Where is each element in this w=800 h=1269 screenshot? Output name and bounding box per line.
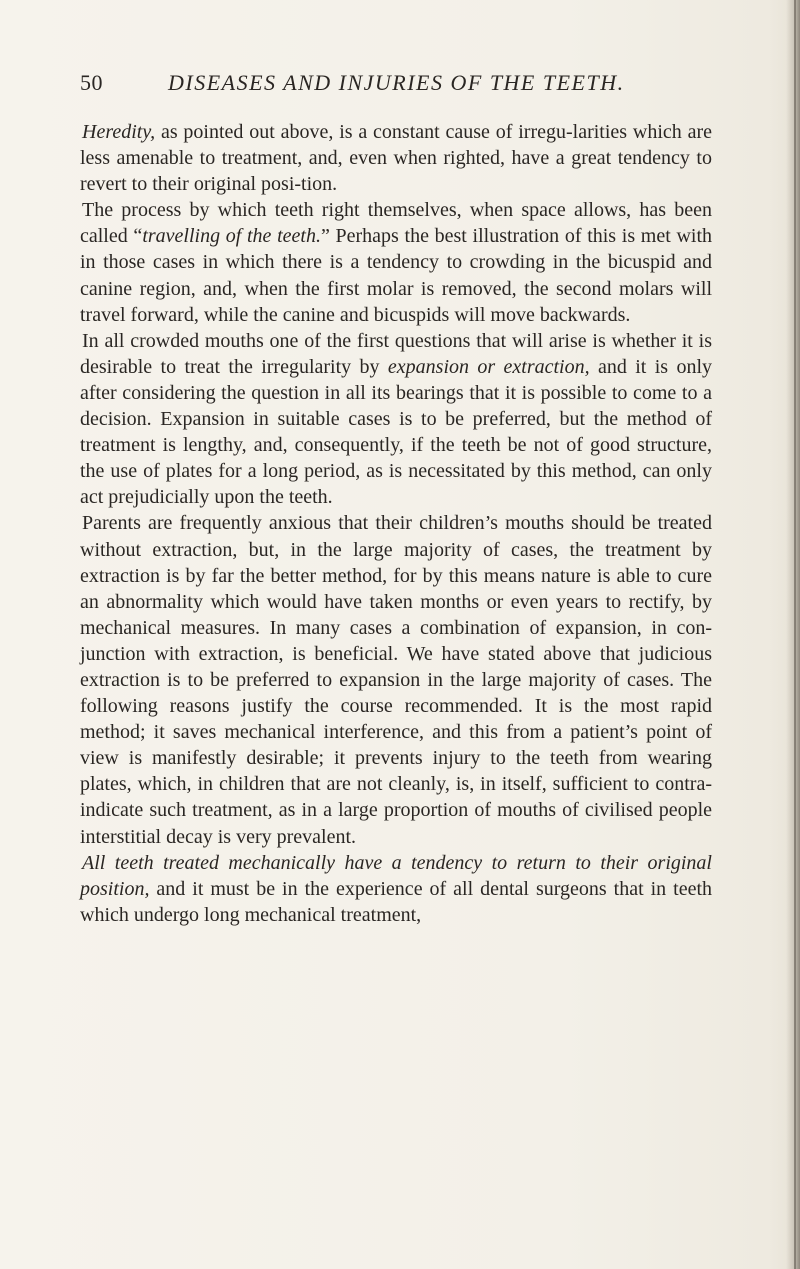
page-number: 50	[80, 70, 103, 95]
paragraph-text: In all crowded mouths one of the first questions that will arise is whether it is desirable to treat the irregularity by	[80, 329, 712, 378]
paragraph-text: as pointed out above, is a constant cause of irregu-larities which are less amenable to treatment, and, even when righted, have a great tendency to revert to their original posi-tion.	[80, 121, 712, 196]
paragraph-text-italic: Heredity,	[82, 121, 156, 143]
running-head	[80, 70, 730, 102]
paragraph-heredity	[80, 119, 712, 197]
paragraph-text-italic: travelling of the teeth.	[142, 225, 321, 248]
paragraph-text: The process by which teeth right themselves, when space allows, has been called “	[80, 199, 712, 248]
running-title: DISEASES AND INJURIES OF THE TEETH.	[168, 70, 625, 95]
body-text	[80, 119, 712, 928]
page-edge-shadow	[786, 0, 800, 1269]
paragraph-text: ” Perhaps the best illustration of this is met with in those cases in which there is a tendency to crowding in the bicuspid and canine region, and, when the first molar is removed, the second molars will travel forward, while the canine and bicuspids will move backwards.	[80, 225, 713, 326]
paragraph-text: and it is only after considering the question in all its bearings that it is possible to come to a decision. Expansion in suitable cases is to be preferred, but the method of treatment is lengthy, and, consequently, if the teeth be not of good structure, the use of plates for a long period, as is necessitated by this method, can only act prejudicially upon the teeth.	[80, 355, 713, 509]
paragraph-crowded-mouths	[80, 328, 712, 511]
paragraph-text-italic: expansion or extraction,	[387, 355, 590, 378]
paragraph-all-teeth	[80, 850, 712, 928]
paragraph-text: and it must be in the experience of all dental surgeons that in teeth which undergo long mechanical treatment,	[80, 877, 712, 926]
paragraph-travelling	[80, 197, 712, 327]
page-binding-edge	[794, 0, 796, 1269]
paragraph-text: Parents are frequently anxious that their children’s mouths should be treated without extraction, but, in the large majority of cases, the treatment by extraction is by far the better method, for by this means nature is able to cure an abnormality which would have taken months or even years to rectify, by mechanical measures. In many cases a combination of expansion, in con-junction with extraction, is beneficial. We have stated above that judicious extraction is to be preferred to expansion in the large majority of cases. The following reasons justify the course recommended. It is the most rapid method; it saves mechanical interference, and this from a patient’s point of view is manifestly desirable; it prevents injury to the teeth from wearing plates, which, in children that are not cleanly, is, in itself, sufficient to contra-indicate such treatment, as in a large proportion of mouths of civilised people interstitial decay is very prevalent.	[80, 512, 712, 848]
paragraph-text-italic: All teeth treated mechanically have a tendency to return to their original position,	[80, 851, 712, 900]
paragraph-parents	[80, 510, 712, 849]
